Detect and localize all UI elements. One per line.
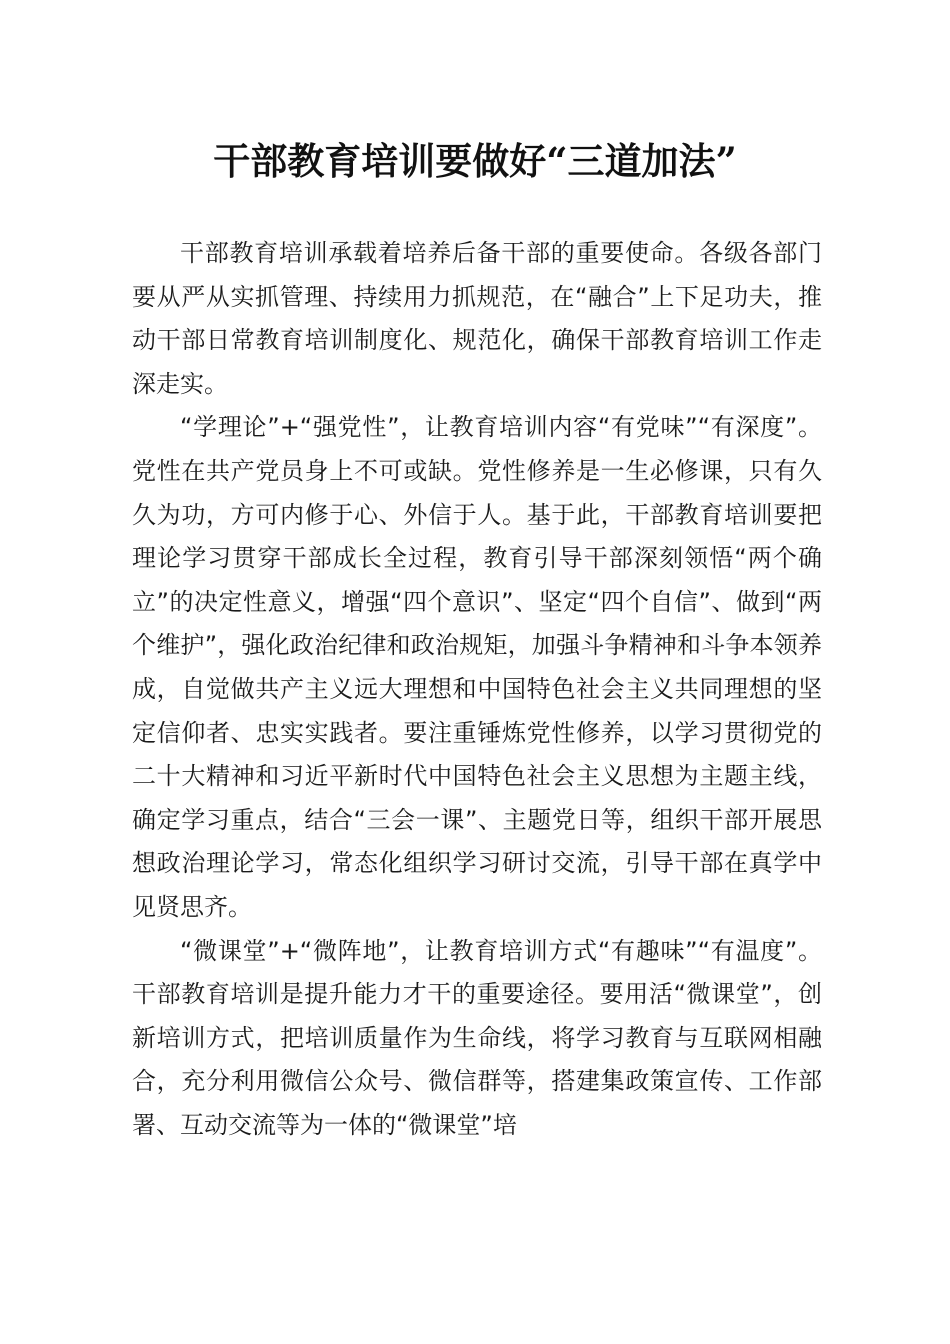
paragraph-theory-party-spirit: “学理论”+“强党性”，让教育培训内容“有党味”“有深度”。党性在共产党员身上不可或缺。党性修养是一生必修课，只有久久为功，方可内修于心、外信于人。基于此，干部教育培训要把理论学习贯穿干部成长全过程，教育引导干部深刻领悟“两个确立”的决定性意义，增强“四个意识”、坚定“四个自信”、做到“两个维护”，强化政治纪律和政治规矩，加强斗争精神和斗争本领养成，自觉做共产主义远大理想和中国特色社会主义共同理想的坚定信仰者、忠实实践者。要注重锤炼党性修养，以学习贯彻党的二十大精神和习近平新时代中国特色社会主义思想为主题主线，确定学习重点，结合“三会一课”、主题党日等，组织干部开展思想政治理论学习，常态化组织学习研讨交流，引导干部在真学中见贤思齐。 [132, 413, 822, 921]
paragraph-intro: 干部教育培训承载着培养后备干部的重要使命。各级各部门要从严从实抓管理、持续用力抓规范，在“融合”上下足功夫，推动干部日常教育培训制度化、规范化，确保干部教育培训工作走深走实。 [132, 239, 822, 398]
document-body [132, 232, 822, 1147]
document-title: 干部教育培训要做好“三道加法” [213, 139, 737, 183]
paragraph-micro-classroom: “微课堂”+“微阵地”，让教育培训方式“有趣味”“有温度”。干部教育培训是提升能力才干的重要途径。要用活“微课堂”，创新培训方式，把培训质量作为生命线，将学习教育与互联网相融合，充分利用微信公众号、微信群等，搭建集政策宣传、工作部署、互动交流等为一体的“微课堂”培 [132, 936, 822, 1139]
